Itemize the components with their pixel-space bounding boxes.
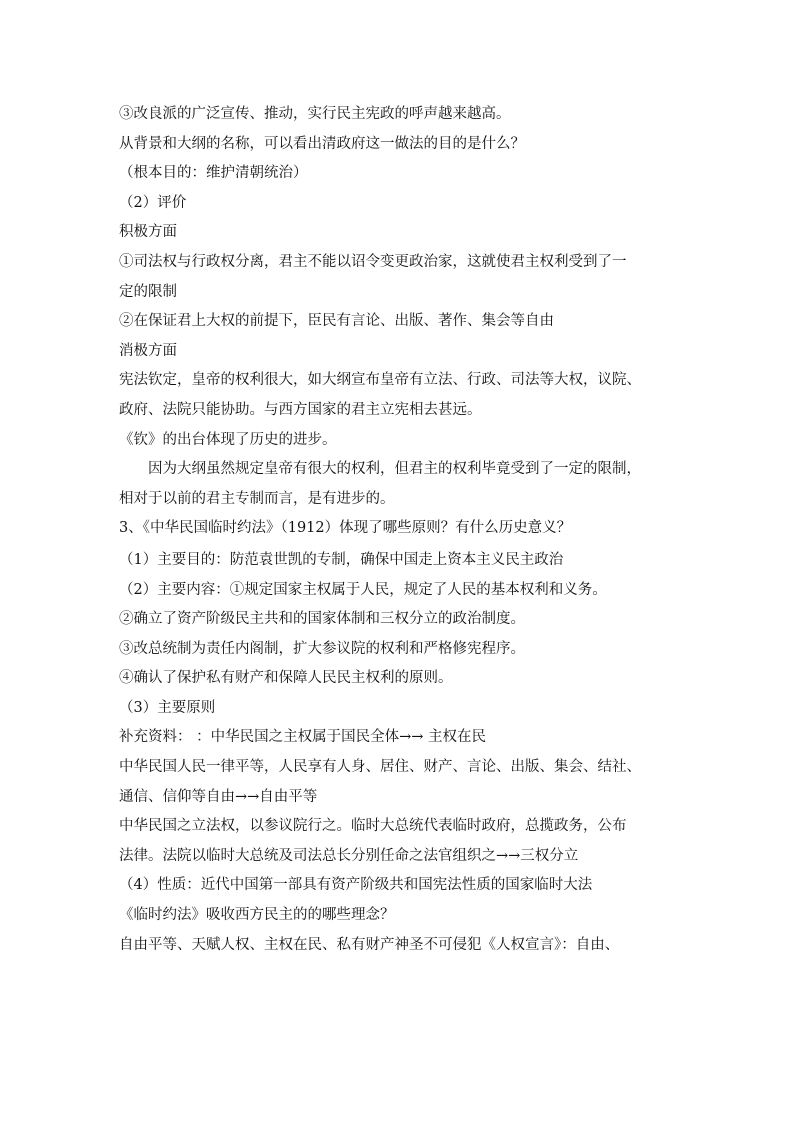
document-body bbox=[119, 100, 679, 960]
text-line: ②在保证君上大权的前提下，臣民有言论、出版、著作、集会等自由 bbox=[119, 313, 554, 330]
question-line: 从背景和大纲的名称，可以看出清政府这一做法的目的是什么？ bbox=[119, 135, 525, 152]
section-heading: （3）主要原则 bbox=[119, 699, 216, 716]
text-line: ②确立了资产阶级民主共和的国家体制和三权分立的政治制度。 bbox=[119, 611, 525, 628]
text-line: 法律。法院以临时大总统及司法总长分别任命之法官组织之→→三权分立 bbox=[119, 847, 579, 864]
text-line: ④确认了保护私有财产和保障人民民主权利的原则。 bbox=[119, 670, 453, 687]
text-line: 相对于以前的君主专制而言，是有进步的。 bbox=[119, 490, 395, 507]
subheading: 消极方面 bbox=[119, 342, 177, 359]
question-heading: 3、《中华民国临时约法》（1912）体现了哪些原则？有什么历史意义？ bbox=[119, 520, 572, 537]
text-line: ③改良派的广泛宣传、推动，实行民主宪政的呼声越来越高。 bbox=[119, 106, 511, 122]
text-line: 宪法钦定，皇帝的权利很大，如大纲宣布皇帝有立法、行政、司法等大权，议院、 bbox=[119, 372, 641, 389]
indented-paragraph: 因为大纲虽然规定皇帝有很大的权利，但君主的权利毕竟受到了一定的限制， bbox=[148, 461, 641, 478]
text-line: （1）主要目的：防范袁世凯的专制，确保中国走上资本主义民主政治 bbox=[119, 551, 564, 568]
section-heading: （2）评价 bbox=[119, 194, 187, 211]
text-line: （2）主要内容：①规定国家主权属于人民，规定了人民的基本权利和义务。 bbox=[119, 581, 607, 598]
question-line: 《临时约法》吸收西方民主的的哪些理念？ bbox=[119, 907, 395, 924]
text-line: 中华民国人民一律平等，人民享有人身、居住、财产、言论、出版、集会、结社、 bbox=[119, 759, 641, 776]
subheading: 积极方面 bbox=[119, 224, 177, 241]
text-line: 《钦》的出台体现了历史的进步。 bbox=[119, 431, 337, 448]
text-line: 通信、信仰等自由→→自由平等 bbox=[119, 788, 318, 805]
text-line: ①司法权与行政权分离，君主不能以诏令变更政治家，这就使君主权利受到了一 bbox=[119, 253, 627, 270]
text-line: ③改总统制为责任内阁制，扩大参议院的权利和严格修宪程序。 bbox=[119, 640, 525, 657]
text-line: 定的限制 bbox=[119, 283, 177, 300]
text-line: （4）性质：近代中国第一部具有资产阶级共和国宪法性质的国家临时大法 bbox=[119, 877, 593, 894]
text-line: 自由平等、天赋人权、主权在民、私有财产神圣不可侵犯《人权宣言》：自由、 bbox=[119, 936, 620, 953]
text-line: 补充资料： ：中华民国之主权属于国民全体→→ 主权在民 bbox=[119, 729, 487, 746]
text-line: 政府、法院只能协助。与西方国家的君主立宪相去甚远。 bbox=[119, 401, 482, 418]
text-line: （根本目的：维护清朝统治） bbox=[119, 165, 308, 182]
text-line: 中华民国之立法权，以参议院行之。临时大总统代表临时政府，总揽政务，公布 bbox=[119, 818, 627, 835]
